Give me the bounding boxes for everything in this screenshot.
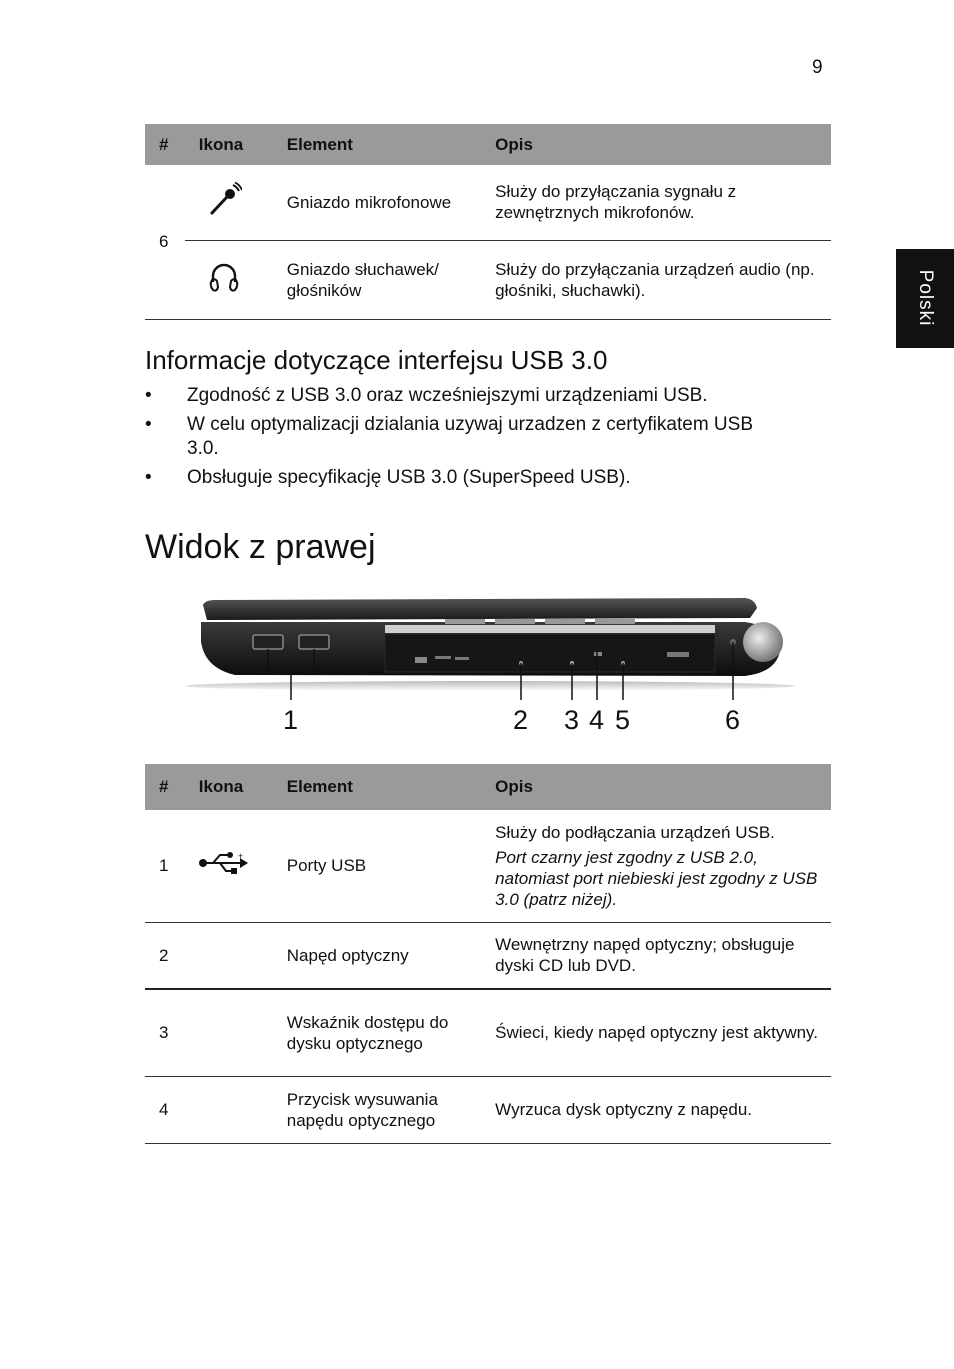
table-row: [145, 1076, 831, 1143]
ports-table-top: [145, 124, 831, 320]
usb-section-heading: Informacje dotyczące interfejsu USB 3.0: [145, 345, 608, 375]
element-description-cell: [481, 810, 831, 922]
language-tab-label: Polski: [915, 269, 936, 327]
list-item: • W celu optymalizacji dzialania uzywaj urzadzen z certyfikatem USB 3.0.: [145, 413, 785, 461]
element-name: Przycisk wysuwania napędu optycznego: [273, 1076, 481, 1143]
header-description: Opis: [481, 124, 831, 165]
element-name: Napęd optyczny: [273, 922, 481, 989]
callout-label: 4: [589, 705, 605, 735]
element-description: Służy do przyłączania urządzeń audio (np. głośniki, słuchawki).: [481, 240, 831, 319]
header-number: #: [145, 124, 185, 165]
element-name: Gniazdo mikrofonowe: [273, 165, 481, 240]
element-name: Gniazdo słuchawek/ głośników: [273, 240, 481, 319]
table-header-row: [145, 764, 831, 810]
header-element: Element: [273, 764, 481, 810]
callout-label: 6: [725, 705, 741, 735]
page-title: Widok z prawej: [145, 528, 376, 566]
list-item: • Obsługuje specyfikację USB 3.0 (SuperSpeed USB).: [145, 466, 785, 490]
header-description: Opis: [481, 764, 831, 810]
row-number: 2: [145, 922, 185, 989]
header-icon: Ikona: [185, 124, 273, 165]
callout-label: 1: [283, 705, 299, 735]
icon-cell-empty: [185, 922, 273, 989]
element-description: Służy do przyłączania sygnału z zewnętrznych mikrofonów.: [481, 165, 831, 240]
element-note: Port czarny jest zgodny z USB 2.0, natomiast port niebieski jest zgodny z USB 3.0 (patrz niżej).: [495, 847, 818, 909]
table-row: [145, 810, 831, 922]
page-number: 9: [812, 57, 823, 78]
table-row: [145, 922, 831, 989]
row-number: 6: [145, 165, 185, 319]
callout-label: 2: [513, 705, 529, 735]
table-row: [145, 165, 831, 240]
element-name: Wskaźnik dostępu do dysku optycznego: [273, 989, 481, 1076]
header-element: Element: [273, 124, 481, 165]
svg-text:+: +: [237, 851, 244, 862]
row-number: 4: [145, 1076, 185, 1143]
table-row: [145, 240, 831, 319]
icon-cell-empty: [185, 1076, 273, 1143]
callout-label: 5: [615, 705, 631, 735]
row-number: 3: [145, 989, 185, 1076]
element-description: Wyrzuca dysk optyczny z napędu.: [481, 1076, 831, 1143]
table-header-row: [145, 124, 831, 165]
element-description: Służy do podłączania urządzeń USB.: [495, 822, 775, 842]
row-number: 1: [145, 810, 185, 922]
usb-bullet-list: [145, 384, 785, 495]
microphone-icon: [185, 165, 273, 240]
header-icon: Ikona: [185, 764, 273, 810]
element-description: Wewnętrzny napęd optyczny; obsługuje dyski CD lub DVD.: [481, 922, 831, 989]
headphones-icon: [185, 240, 273, 319]
callout-label: 3: [564, 705, 580, 735]
element-description: Świeci, kiedy napęd optyczny jest aktywny.: [481, 989, 831, 1076]
element-name: Porty USB: [273, 810, 481, 922]
table-row: [145, 989, 831, 1076]
header-number: #: [145, 764, 185, 810]
list-item: • Zgodność z USB 3.0 oraz wcześniejszymi urządzeniami USB.: [145, 384, 785, 408]
usb-icon: [185, 810, 273, 922]
language-tab: [896, 249, 954, 348]
icon-cell-empty: [185, 989, 273, 1076]
ports-table-right-view: [145, 764, 831, 1144]
